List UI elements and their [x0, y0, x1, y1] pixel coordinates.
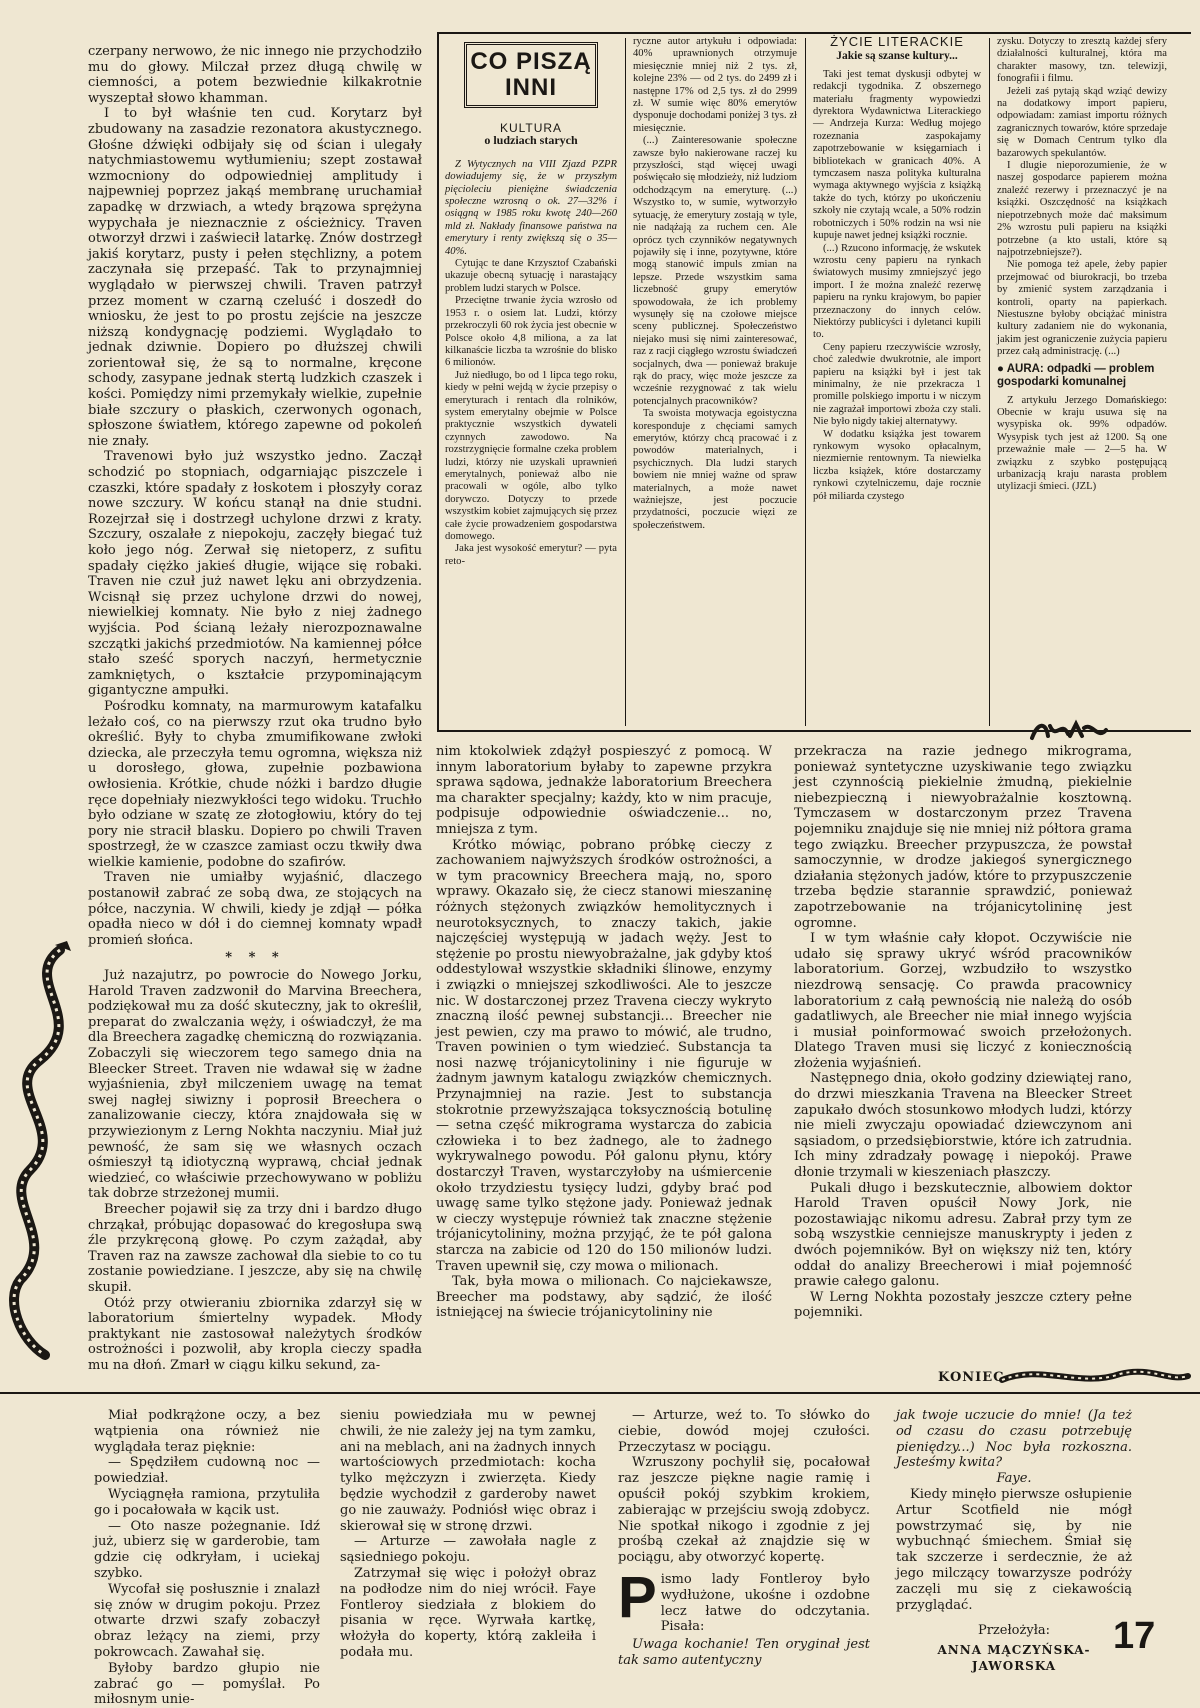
story-paragraph: Pukali długo i bezskutecznie, albowiem doktor Harold Traven opuścił Nowy Jork, nie pozostawiając nikomu adresu. Zabrał przy tym ze sobą wszystkie cenniejsze manuskrypty i jeden z dwóch pojemników. Był on większy niż ten, który oddał do analizy Breecherowi i miał pojemność prawie całego galonu. [794, 1180, 1132, 1290]
story-paragraph: przekracza na razie jednego mikrograma, ponieważ syntetyczne uzyskiwanie tego związku jest czynnością piekielnie żmudną, piekielnie niebezpieczną i niewyobrażalnie kosztowną. Tymczasem w dostarczonym przez Travena pojemniku znajduje się nie mniej niż półtora grama tego związku. Breecher przypuszcza, że powstał samoczynnie, w drodze jakiegoś synergicznego działania stężonych jadów, które to przypuszczenie trzeba będzie starannie sprawdzić, ponieważ zapotrzebowanie na trójanicytolininę jest ogromne. [794, 744, 1132, 931]
translator-name: ANNA MĄCZYŃSKA-JAWORSKA [937, 1643, 1091, 1673]
end-mark: KONIEC [938, 1370, 1005, 1385]
section-heading: KULTURA [499, 121, 563, 135]
story-paragraph: Wycofał się posłusznie i znalazł się znów w drugim pokoju. Przez otwarte drzwi szafy zobaczył obraz leżący na ziemi, przy pokrowcach. Zawahał się. [94, 1581, 320, 1660]
story-column-right [794, 744, 1132, 1360]
drop-cap: P [618, 1564, 657, 1630]
story-paragraph: — Arturze, weź to. To słówko do ciebie, dowód mojej czułości. Przeczytasz w pociągu. [618, 1408, 870, 1455]
serpent-tail-illustration [1000, 1362, 1190, 1390]
press-paragraph: Ta swoista motywacja egoistyczna koresponduje z chęciami samych emerytów, którzy chcą pracować i z powodów materialnych, i psychicznych. Dla ludzi starych bowiem nie mniej ważne od spraw materialnych, a może nawet ważniejsze, jest poczucie przydatności, poczucie więzi ze społeczeństwem. [633, 408, 797, 531]
section-heading: ● AURA: odpadki — problem gospodarki komunalnej [997, 362, 1155, 388]
story-paragraph: W Lerng Nokhta pozostały jeszcze cztery pełne pojemniki. [794, 1289, 1132, 1321]
story-paragraph: ismo lady Fontleroy było wydłużone, ukośne i ozdobne lecz łatwe do odczytania. Pisała: [660, 1571, 870, 1635]
press-column-3 [813, 36, 981, 724]
press-paragraph: W dodatku książka jest towarem rynkowym wysoko opłacalnym, niezmiernie rentownym. Ta niewielka liczba książek, które dostarczamy rynkowi czytelniczemu, daje rocznie pół miliarda czystego [813, 428, 981, 502]
bottom-column-2 [340, 1408, 596, 1668]
press-paragraph: Nie pomoga też apele, żeby papier przejmować od biurokracji, bo trzeba by zmienić system zarządzania i kontroli, oparty na papierkach. Niestuszne byłoby obciążać ministra kultury zadaniem nie do wykonania, jakim jest ograniczenie zużycia papieru przez całą administrację. (...) [997, 259, 1167, 358]
press-review-panel [437, 32, 1191, 732]
section-subheading: o ludziach starych [484, 133, 578, 148]
section-divider [0, 1392, 1200, 1394]
story-paragraph: Traven nie umiałby wyjaśnić, dlaczego postanowił zabrać ze sobą dwa, ze stojących na półce, naczynia. W chwili, kiedy je zdjął — półka opadła nieco w dół i do ciemnej komnaty wpadł promień słońca. [88, 870, 422, 948]
press-paragraph: Jeżeli zaś pytają skąd wziąć dewizy na dodatkowy import papieru, odpowiadam: zamiast importu różnych zagranicznych towarów, które sprzedaje się w Domach Centrum tylko dla bazarowych spekulantów. [997, 85, 1167, 159]
story-paragraph: Otóż przy otwieraniu zbiornika zdarzył się w laboratorium śmiertelny wypadek. Młody praktykant nie zastosował należytych środków ostrożności i pozwolił, aby kropla cieczy spadła mu na dłoń. Zmarł w ciągu kilku sekund, za- [88, 1295, 422, 1373]
story-paragraph: Tak, była mowa o milionach. Co najciekawsze, Breecher ma podstawy, aby sądzić, że ilość istniejącej na świecie trójanicytolininy nie [436, 1274, 772, 1321]
story-paragraph: — Oto nasze pożegnanie. Idź już, ubierz się w garderobie, tam gdzie cię odkryłam, i uciekaj szybko. [94, 1518, 320, 1581]
page-number: 17 [1113, 1615, 1156, 1657]
column-rule [989, 38, 990, 726]
story-paragraph: sieniu powiedziała mu w pewnej chwili, że nie zależy jej na tym zamku, ani na meblach, ani na żadnych innych wartościowych przedmiotach: kocha tylko mężczyzn i zwierzęta. Kiedy będzie wychodził z garderoby nawet go nie zauważy. Podniósł więc obraz i skierował się w stronę drzwi. [340, 1408, 596, 1534]
press-paragraph: ryczne autor artykułu i odpowiada: 40% uprawnionych otrzymuje miesięcznie mniej niż 2 tys. zł, kolejne 23% — od 2 tys. do 2499 zł i następne 17% od 2,5 tys. zł do 2999 zł. W sumie więc 80% emerytów dysponuje dochodami poniżej 3 tys. zł miesięcznie. [633, 36, 797, 134]
story-paragraph: czerpany nerwowo, że nic innego nie przychodziło mu do głowy. Milczał przez długą chwilę w ciemności, a potem bezwiednie kilkakrotnie wyszeptał słowo khamman. [88, 44, 422, 106]
story-column-left [88, 44, 422, 1373]
story-paragraph: Już nazajutrz, po powrocie do Nowego Jorku, Harold Traven zadzwonił do Marvina Breechera, podziękował mu za dość skuteczny, jak to określił, preparat do zwalczania węży, i oświadczył, że ma dla Breechera zagadkę chemiczną do rozwiązania. Zobaczyli się wieczorem tego samego dnia na Bleecker Street. Traven nie wdawał się w żadne wyjaśnienia, zbył milczeniem uwagę na temat swej nagłej siwizny i poprosił Breechera o zanalizowanie cieczy, która znajdowała się w przywiezionym z Lerng Nokhta naczyniu. Miał już pewność, że sam się we własnych oczach ośmieszył tą idiotyczną wyprawą, chciał jednak wiedzieć, co właściwie przechowywano w pobliżu tak dobrze strzeżonej mumii. [88, 968, 422, 1202]
story-paragraph: Wzruszony pochylił się, pocałował raz jeszcze piękne nagie ramię i opuścił pokój szybkim krokiem, zabierając w przejściu swoją zdobycz. Nie spotkał nikogo i zgodnie z jej prośbą czekał aż znajdzie się w pociągu, aby otworzyć kopertę. [618, 1455, 870, 1566]
press-paragraph: Przeciętne trwanie życia wzrosło od 1953 r. o osiem lat. Ludzi, którzy przekroczyli 60 rok życia jest obecnie w Polsce około 4,8 miliona, a za lat kilkanaście liczba ta wzrośnie do blisko 6 milionów. [445, 295, 617, 369]
translator-label: Przełożyła: [977, 1623, 1051, 1639]
press-paragraph: Już niedługo, bo od 1 lipca tego roku, kiedy w pełni wejdą w życie przepisy o emeryturach i rentach dla rolników, system emerytalny obejmie w Polsce praktycznie wszystkich dywateli czynnych zawodowo. Na rozstrzygnięcie formalne czeka problem ludzi, którzy nie uzyskali uprawnień emerytalnych, ponieważ albo nie pracowali w ogóle, albo tylko dorywczo. Dotyczy to przede wszystkim kobiet zajmujących się przez całe życie prowadzeniem gospodarstwa domowego. [445, 369, 617, 542]
story-paragraph: nim ktokolwiek zdążył pospieszyć z pomocą. W innym laboratorium byłaby to zapewne przykra sprawa sądowa, jednakże laboratorium Breechera ma charakter specjalny; każdy, kto w nim pracuje, podpisuje odpowiednie oświadczenie... no, mniejsza z tym. [436, 744, 772, 837]
press-paragraph: (...) Rzucono informację, że wskutek wzrostu ceny papieru na rynkach światowych musimy zmniejszyć jego import. I że można znaleźć rezerwę papieru na rynku krajowym, bo papier przeznaczony do innych celów. Niektórzy publicyści i dyletanci kupili to. [813, 242, 981, 341]
story-paragraph: Wyciągnęła ramiona, przytuliła go i pocałowała w kącik ust. [94, 1486, 320, 1518]
story-paragraph: Następnego dnia, około godziny dziewiątej rano, do drzwi mieszkania Travena na Bleecker Street zapukało dwóch stosunkowo młodych ludzi, którzy nie mieli zwyczaju opowiadać dziewczynom ani sąsiadom, o przedsiębiorstwie, które ich zatrudnia. Ich miny zdradzały powagę i niepokój. Prawe dłonie trzymali w kieszeniach płaszczy. [794, 1071, 1132, 1181]
letter-text: Uwaga kochanie! Ten oryginał jest tak samo autentyczny [618, 1637, 870, 1668]
letter-text: jak twoje uczucie do mnie! (Ja też od czasu do czasu potrzebuję pieniędzy...) Noc była rozkoszna. Jesteśmy kwita? [896, 1408, 1132, 1471]
press-paragraph: zysku. Dotyczy to zresztą każdej sfery działalności kulturalnej, która ma charakter masowy, tzn. telewizji, fonografii i filmu. [997, 36, 1167, 85]
story-paragraph: I w tym właśnie cały kłopot. Oczywiście nie udało się sprawy ukryć wśród pracowników laboratorium. Gorzej, wzbudziło to wszystko niezdrową sensację. Co prawda pracownicy laboratorium z całą pewnością nie należą do osób gadatliwych, ale Breecher nie miał innego wyjścia i musiał poinformować swoich przełożonych. Dlatego Traven musi się liczyć z koniecznością złożenia wyjaśnień. [794, 931, 1132, 1071]
letter-signature: Faye. [996, 1471, 1032, 1487]
dropcap-paragraph [618, 1564, 870, 1669]
press-column-4 [997, 36, 1167, 696]
press-paragraph: (...) Zainteresowanie społeczne zawsze było nakierowane raczej ku przyszłości, stąd więcej uwagi poświęcało się młodzieży, niż ludziom odchodzącym na emeryturę. (...) Wszystko to, w sumie, wytworzyło sytuację, że emerytury zostają w tyle, nie nadążają za ruchem cen. Ale oprócz tych czynników negatywnych pojawiły się i inne, pozytywne, które mogą stanowić impuls zmian na lepsze. Przede wszystkim sama liczebność grupy emerytów spowodowała, że ich problemy wysunęły się na czołowe miejsce sceny publicznej. Społeczeństwo niejako musi się nimi zainteresować, raz z racji ciągłego wzrostu świadczeń socjalnych, dwa — ponieważ brakuje rąk do pracy, więc może jeszcze za wcześnie rezygnować z tak wielu potencjalnych pracowników? [633, 135, 797, 407]
bottom-column-4 [896, 1408, 1132, 1673]
press-paragraph: Taki jest temat dyskusji odbytej w redakcji tygodnika. Z obszernego materiału fragmenty wypowiedzi dyrektora Wydawnictwa Literackiego — Andrzeja Kurza: Według mojego rozeznania zaspokajamy zapotrzebowanie w księgarniach i bibliotekach w granicach 40%. A tymczasem nasza polityka kulturalna wymaga aktywnego wyjścia z książką także do tych, którzy po ukończeniu szkoły nie czytają wcale, a 50% rodzin robotniczych i 50% rodzin na wsi nie kupuje nawet jednej książki rocznie. [813, 68, 981, 242]
story-column-middle [436, 744, 772, 1364]
author-signet-icon [1028, 718, 1108, 744]
section-heading: ŻYCIE LITERACKIE [830, 34, 964, 49]
story-paragraph: — Spędziłem cudowną noc — powiedział. [94, 1455, 320, 1487]
bottom-column-3 [618, 1408, 870, 1668]
press-paragraph: Z Wytycznych na VIII Zjazd PZPR dowiadujemy się, że w przyszłym pięcioleciu pieniężne świadczenia społeczne wzrosną o ok. 27—32% i osiągną w 1985 roku kwotę 240—260 mld zł. Nakłady finansowe państwa na emerytury i renty zwiększą się o 35—40%. [445, 158, 617, 257]
story-paragraph: Zatrzymał się więc i położył obraz na podłodze nim do niej wrócił. Faye Fontleroy siedziała z blokiem do pisania w ręce. Wyrwała kartkę, włożyła do koperty, którą zakleiła i podała mu. [340, 1565, 596, 1660]
bottom-column-1 [94, 1408, 320, 1708]
story-paragraph: Byłoby bardzo głupio nie zabrać go — pomyślał. Po miłosnym unie- [94, 1660, 320, 1708]
press-paragraph: Cytując te dane Krzysztof Czabański ukazuje obecną sytuację i narastający problem ludzi starych w Polsce. [445, 258, 617, 294]
press-column-2 [633, 36, 797, 724]
press-paragraph: Z artykułu Jerzego Domańskiego: Obecnie w kraju usuwa się na wysypiska ok. 99% odpadów. Wysypisk tych jest aż 1200. Są one przeważnie małe — 2—5 ha. W związku z szybko postępującą urbanizacją kraju narasta problem utylizacji śmieci. (JZL) [997, 394, 1167, 493]
press-paragraph: I dlugie nieporozumienie, że w naszej gospodarce papierem można znaleźć rezerwy i przeznaczyć je na książki. Oszczędność na książkach niepotrzebnych może dać maksimum 2% wzrostu puli papieru na książki potrzebne (a kto ustali, które są najpotrzebniejsze?). [997, 160, 1167, 258]
column-rule [625, 38, 626, 726]
story-paragraph: Krótko mówiąc, pobrano próbkę cieczy z zachowaniem najwyższych środków ostrożności, a w tym pracownicy Breechera mają, no, sporo wprawy. Okazało się, że ciecz stanowi mieszaninę różnych stężonych związków hemolitycznych i neurotoksycznych, to znaczy takich, jakie najczęściej występują w jadach węży. Jest to stężenie po prostu niewyobrażalne, jak gdyby ktoś oddestylował wszystkie składniki ślinowe, enzymy i związki o mniejszej szkodliwości. Ale to jeszcze nic. W dostarczonej przez Travena cieczy wykryto znaczną ilość pewnej substancji... Breecher nie jest pewien, czy ma prawo to mówić, ale trudno, Traven powinien o tym wiedzieć. Substancja ta nosi nazwę trójanicytolininy i nie figuruje w żadnym jawnym katalogu związków chemicznych. Przynajmniej na razie. Jest to substancja stokrotnie przewyższająca toksycznością botulinę — setna część mikrograma wystarcza do zabicia człowieka i to bez żadnego, ale to żadnego wykrywalnego powodu. Pół galonu płynu, który dostarczył Traven, wystarczyłoby na uśmiercenie około trzydziestu tysięcy ludzi, gdyby brać pod uwagę same tylko stężone jady. Ponieważ jednak w cieczy występuje również tak znaczne stężenie trójanicytolininy, można przyjąć, że te pół galona starcza na zabicie od 120 do 150 milionów ludzi. Traven upewnił się, czy mowa o milionach. [436, 837, 772, 1274]
press-paragraph: Ceny papieru rzeczywiście wzrosły, choć zaledwie dwukrotnie, ale import papieru na książki był i jest tak minimalny, że nie przekracza 1 promille polskiego importu i w niczym nie zagrażał importowi zboża czy stali. Nie było nigdy takiej alternatywy. [813, 341, 981, 428]
story-paragraph: Miał podkrążone oczy, a bez wątpienia ona również nie wyglądała teraz pięknie: [94, 1408, 320, 1455]
story-paragraph: Pośrodku komnaty, na marmurowym katafalku leżało coś, co na pierwszy rzut oka trudno było określić. Były to chyba zmumifikowane zwłoki dziecka, ale przeczyła temu ogromna, większa niż u dorosłego, głowa, zupełnie pozbawiona owłosienia. Krótkie, chude nóżki i bardzo długie ręce dopełniały niezwykłości tego widoku. Truchło było odziane w szatę ze złotogłowiu, który do tej pory nie stracił blasku. Dopiero po chwili Traven spostrzegł, że w czaszce zamiast oczu tkwiły dwa wielkie kamienie, podobne do szafirów. [88, 698, 422, 870]
section-subheading: Jakie są szanse kultury... [836, 50, 958, 63]
logo-line: CO PISZĄ [470, 48, 592, 75]
column-rule [805, 38, 806, 726]
story-paragraph: Breecher pojawił się za trzy dni i bardzo długo chrząkał, próbując dopasować do kregosłupa swą źle przykręconą głowę. Po czym zażądał, aby Traven raz na zawsze zachował dla siebie to co tu zostanie powiedziane. I jeszcze, aby się na chwilę skupił. [88, 1201, 422, 1295]
section-break: * * * [225, 950, 285, 966]
logo-line: INNI [505, 74, 557, 101]
story-paragraph: Travenowi było już wszystko jedno. Zaczął schodzić po stopniach, odgarniając piszczele i czaszki, które spadały z łoskotem i płoszyły coraz nowe szczury. W końcu stanął na dnie studni. Rozejrzał się i dostrzegł uchylone drzwi z kraty. Szczury, oszalałe z niepokoju, zaczęły biegać tuż koło jego nóg. Zerwał się nietoperz, z sufitu spadały ciężko jakieś długie, wijące się robaki. Traven nie czuł już nawet lęku ani obrzydzenia. Wcisnął się przez uchylone drzwi do nowej, niewielkiej komnaty. Nie było z niej żadnego wyjścia. Pod ścianą leżały nierozpoznawalne szczątki jakichś przedmiotów. Na kamiennej półce stało sześć sporych naczyń, hermetycznie zamkniętych, o kształcie przypominającym gigantyczne ampułki. [88, 449, 422, 699]
co-pisza-inni-logo [464, 42, 598, 108]
story-paragraph: I to był właśnie ten cud. Korytarz był zbudowany na zasadzie rezonatora akustycznego. Głośne dźwięki odbijały się od ścian i ulegały natychmiastowemu wytłumieniu; szept zostawał wzmocniony do odpowiedniej amplitudy i najpewniej poprzez jakąś membranę uruchamiał zapadkę w drzwiach, a wtedy brązowa sprężyna wypychała je nieznacznie z ościeżnicy. Traven otworzył drzwi i zaświecił latarkę. Znów dostrzegł jakiś korytarz, pusty i pełen stęchlizny, a potem zaczynała się przepaść. Tak to przynajmniej wyglądało w pierwszej chwili. Traven patrzył przez moment w czarną czeluść i doszedł do wniosku, że jest to po prostu zejście na jeszcze niższą kondygnację podziemi. Wyglądało to jednak dziwnie. Dopiero po dłuższej chwili zorientował się, że są to normalne, kręcone schody, zasypane jednak stertą ludzkich czaszek i kości. Pomiędzy nimi przemykały wielkie, zupełnie białe szczury o płaskich, czerwonych ogonach, spłoszone światłem, którego zapewne od pokoleń nie znały. [88, 106, 422, 449]
story-paragraph: Kiedy minęło pierwsze osłupienie Artur Scotfield nie mógł powstrzymać się, by nie wybuchnąć śmiechem. Śmiał się tak szczerze i serdecznie, że aż jego milczący towarzysze podróży zaczęli mu się z ciekawością przyglądać. [896, 1486, 1132, 1613]
press-column-1 [445, 34, 617, 724]
story-paragraph: — Arturze — zawołała nagle z sąsiedniego pokoju. [340, 1534, 596, 1566]
press-paragraph: Jaka jest wysokość emerytur? — pyta reto- [445, 543, 617, 567]
